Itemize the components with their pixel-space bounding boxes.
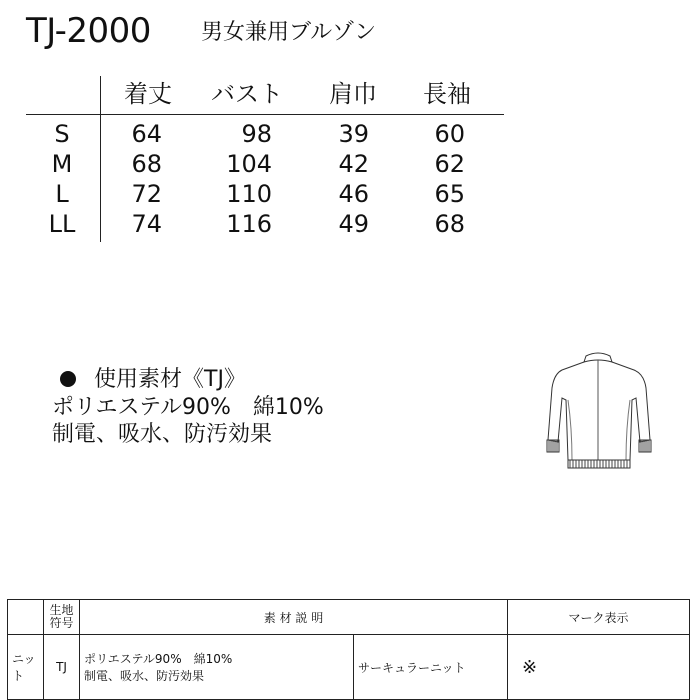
cell-m-length: 68 <box>131 150 162 178</box>
cell-ll-shoulder: 49 <box>338 210 369 238</box>
cell-m-bust: 104 <box>226 150 272 178</box>
spec-table <box>7 599 690 700</box>
spec-row-description <box>80 635 354 700</box>
spec-row-code: TJ <box>44 635 80 700</box>
spec-header-fabric-line1: 生地 <box>49 603 74 618</box>
material-features: 制電、吸水、防汚効果 <box>52 422 273 447</box>
size-label-ll: LL <box>48 210 76 238</box>
cell-s-sleeve: 60 <box>434 120 465 148</box>
cell-m-sleeve: 62 <box>434 150 465 178</box>
cell-s-bust: 98 <box>241 120 272 148</box>
product-name: 男女兼用ブルゾン <box>201 20 377 45</box>
spec-row-type: ニット <box>8 635 44 700</box>
header-bust: バスト <box>211 80 283 108</box>
spec-row-mark: ※ <box>508 635 690 700</box>
size-label-l: L <box>55 180 69 208</box>
cell-l-sleeve: 65 <box>434 180 465 208</box>
spec-header-blank <box>8 600 44 635</box>
product-code: TJ-2000 <box>26 11 151 51</box>
cell-ll-length: 74 <box>131 210 162 238</box>
material-heading: 使用素材《TJ》 <box>94 367 246 392</box>
cell-s-length: 64 <box>131 120 162 148</box>
spec-header-row <box>8 600 690 635</box>
material-block <box>52 366 324 449</box>
header-shoulder: 肩巾 <box>329 80 377 108</box>
size-label-m: M <box>51 150 73 178</box>
cell-m-shoulder: 42 <box>338 150 369 178</box>
cell-ll-sleeve: 68 <box>434 210 465 238</box>
size-label-s: S <box>54 120 70 148</box>
cell-l-shoulder: 46 <box>338 180 369 208</box>
spec-body-row <box>8 635 690 700</box>
spec-header-mark: マーク表示 <box>508 600 690 635</box>
cell-l-bust: 110 <box>226 180 272 208</box>
header-sleeve: 長袖 <box>423 80 471 108</box>
spec-row-desc-line1: ポリエステル90% 綿10% <box>84 652 233 666</box>
spec-row-desc-line2: 制電、吸水、防汚効果 <box>84 669 205 683</box>
cell-s-shoulder: 39 <box>338 120 369 148</box>
size-table-header-divider <box>26 114 504 115</box>
material-heading-row <box>52 366 324 394</box>
jacket-illustration-icon <box>538 348 658 478</box>
cell-ll-bust: 116 <box>226 210 272 238</box>
spec-header-fabric <box>44 600 80 635</box>
spec-row-knit: サーキュラーニット <box>354 635 508 700</box>
bullet-icon <box>60 371 76 387</box>
material-composition: ポリエステル90% 綿10% <box>52 394 324 420</box>
spec-header-description: 素 材 説 明 <box>80 600 508 635</box>
cell-l-length: 72 <box>131 180 162 208</box>
spec-header-fabric-line2: 符号 <box>49 616 74 630</box>
header-length: 着丈 <box>124 80 172 108</box>
